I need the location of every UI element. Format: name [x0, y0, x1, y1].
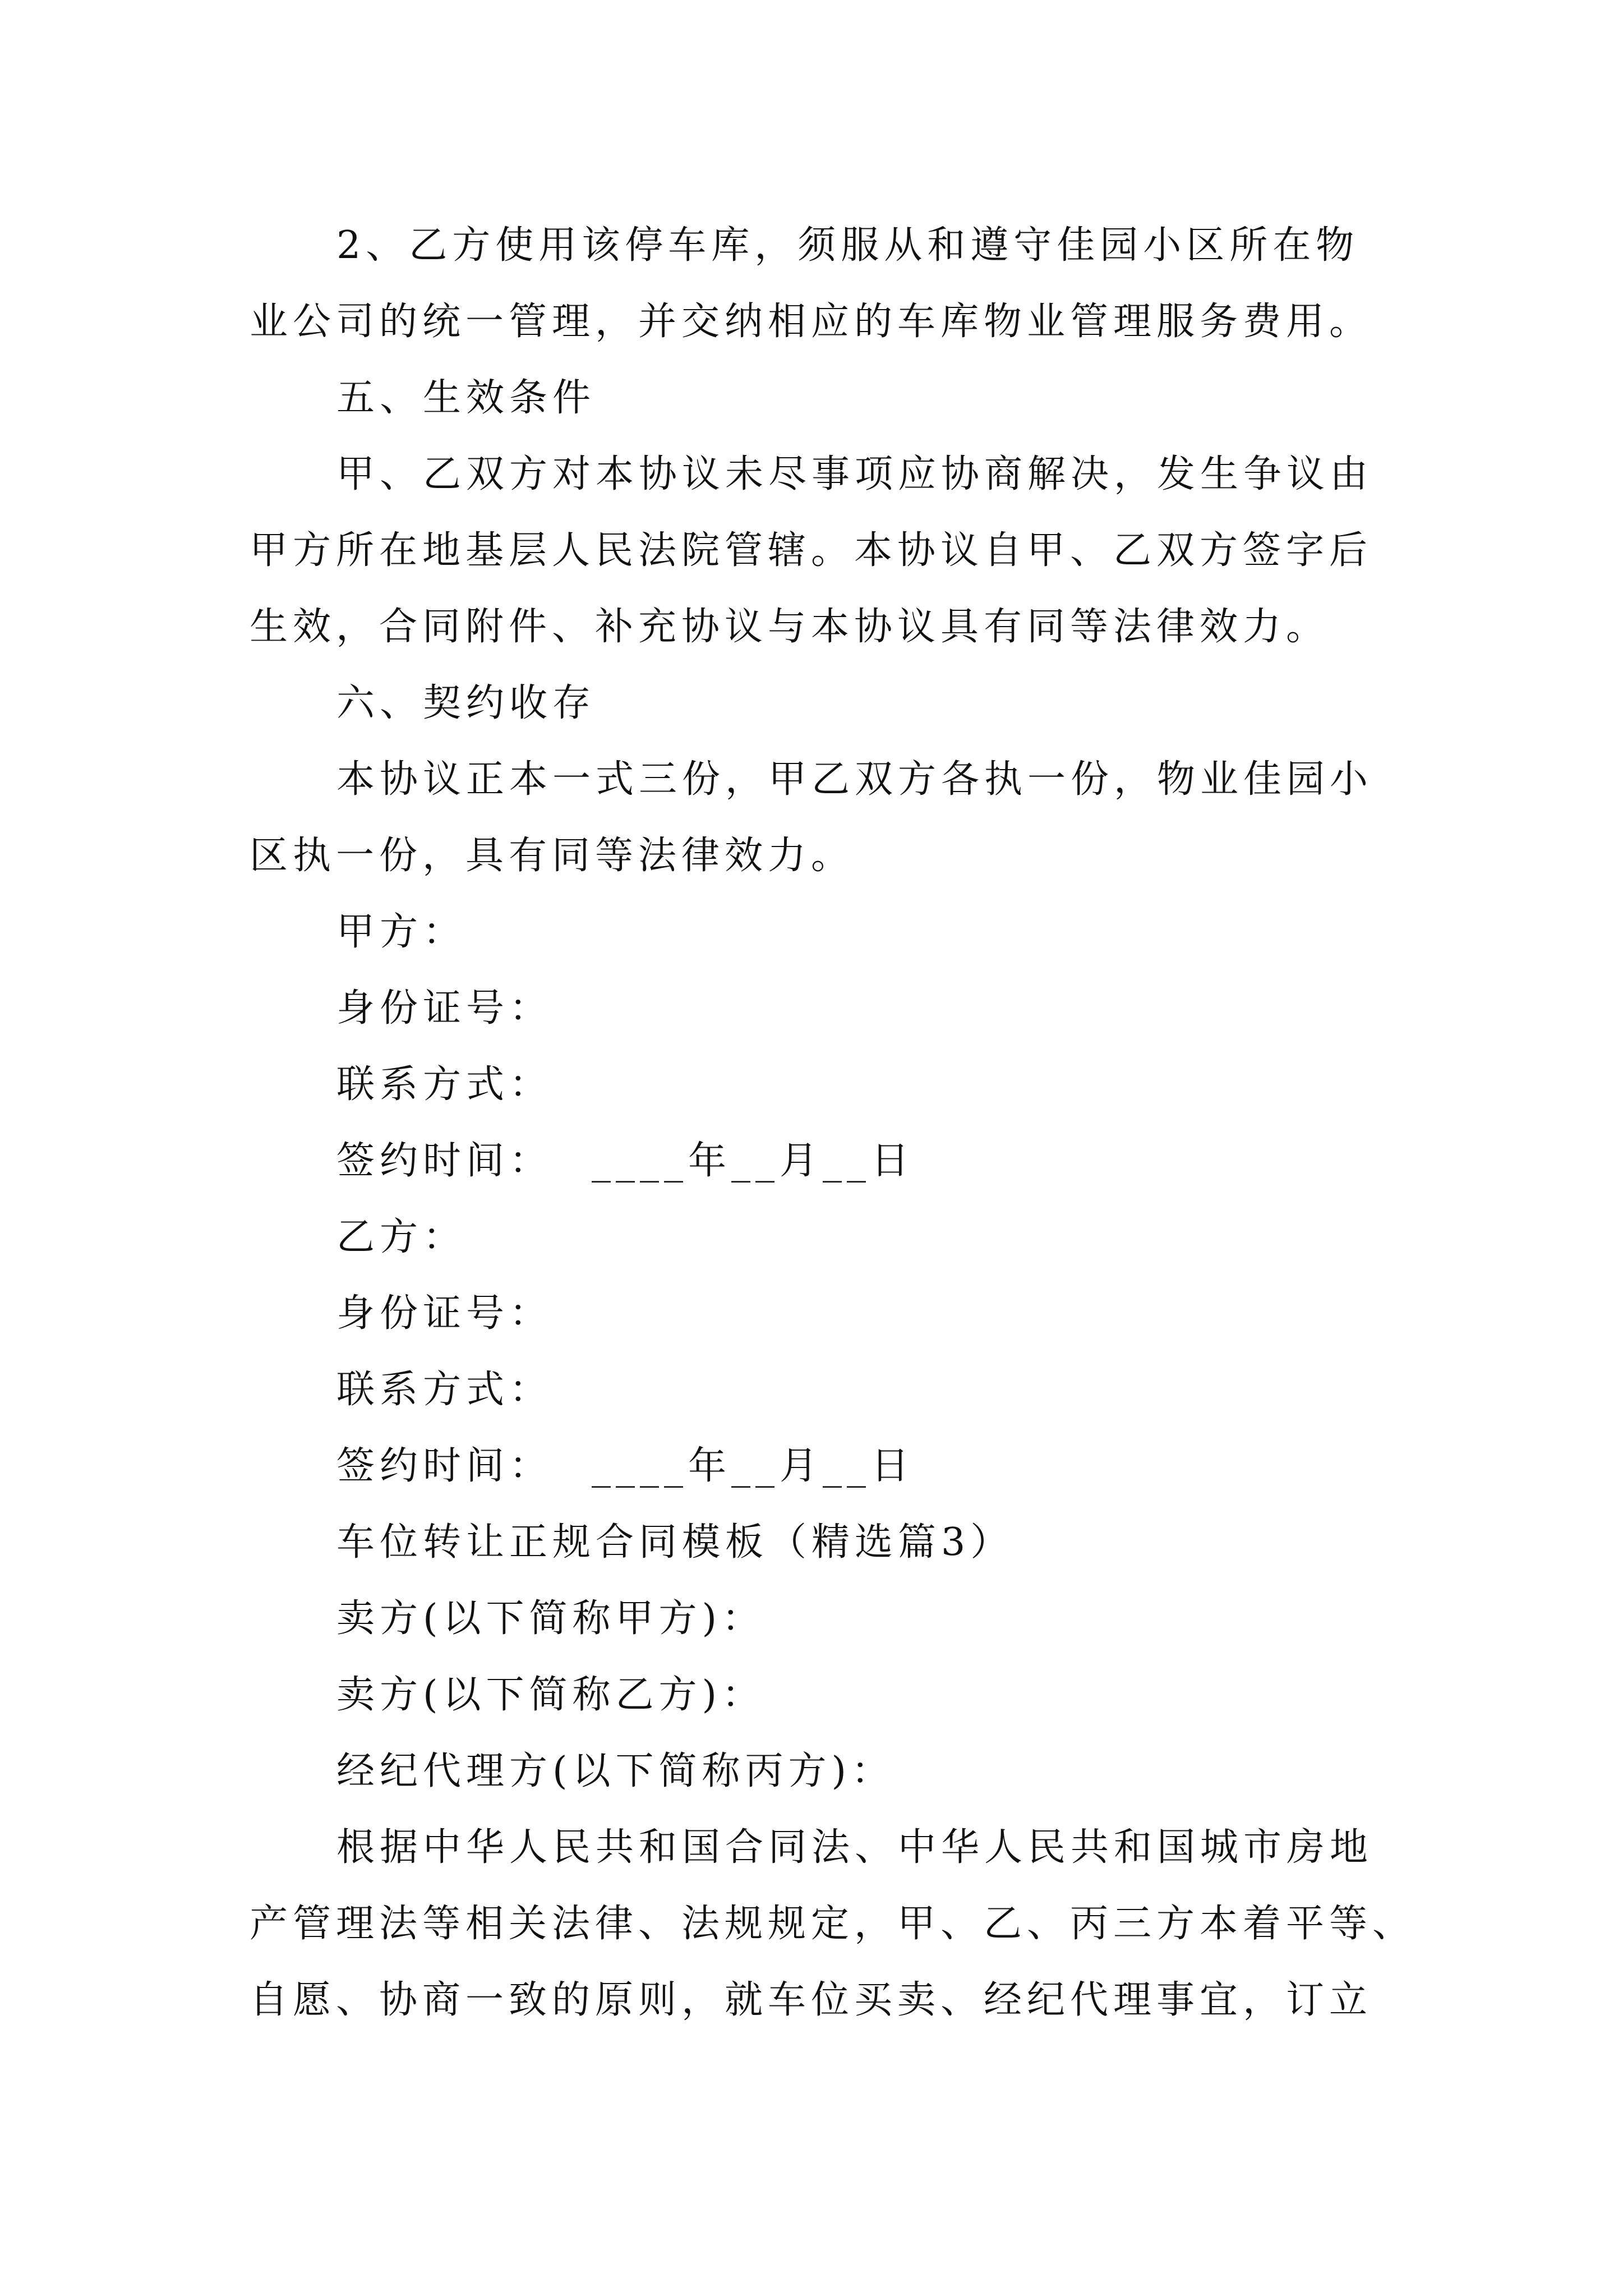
- paragraph-line: 生效，合同附件、补充协议与本协议具有同等法律效力。: [250, 605, 1330, 649]
- paragraph-line: 自愿、协商一致的原则，就车位买卖、经纪代理事宜，订立: [250, 1978, 1373, 2022]
- paragraph-line: 根据中华人民共和国合同法、中华人民共和国城市房地: [336, 1825, 1373, 1870]
- section-heading: 五、生效条件: [336, 376, 596, 420]
- signing-date-label: 签约时间：: [336, 1139, 553, 1183]
- paragraph-line: 甲、乙双方对本协议未尽事项应协商解决，发生争议由: [336, 452, 1373, 496]
- contact-label: 联系方式：: [336, 1368, 553, 1412]
- agent-label: 经纪代理方(以下简称丙方)：: [336, 1749, 895, 1793]
- seller-label: 卖方(以下简称甲方)：: [336, 1596, 766, 1641]
- paragraph-line: 区执一份，具有同等法律效力。: [250, 834, 855, 878]
- party-a-label: 甲方：: [336, 910, 467, 954]
- id-number-label: 身份证号：: [336, 1291, 553, 1336]
- document-body: [250, 208, 1416, 2039]
- party-b-label: 乙方：: [336, 1215, 467, 1259]
- paragraph-line: 产管理法等相关法律、法规规定，甲、乙、丙三方本着平等、: [250, 1902, 1416, 1946]
- paragraph-line: 业公司的统一管理，并交纳相应的车库物业管理服务费用。: [250, 300, 1373, 344]
- signing-date-line: [250, 1428, 1388, 1504]
- signing-date-blank: ____年__月__日: [592, 1139, 915, 1183]
- signing-date-blank: ____年__月__日: [592, 1444, 915, 1488]
- signing-date-line: [250, 1123, 1388, 1199]
- id-number-label: 身份证号：: [336, 986, 553, 1030]
- buyer-label: 卖方(以下简称乙方)：: [336, 1673, 766, 1717]
- paragraph-line: 本协议正本一式三份，甲乙双方各执一份，物业佳园小: [336, 757, 1373, 802]
- contract-title: 车位转让正规合同模板（精选篇3）: [336, 1520, 1014, 1565]
- contact-label: 联系方式：: [336, 1062, 553, 1107]
- paragraph-line: 甲方所在地基层人民法院管辖。本协议自甲、乙双方签字后: [250, 528, 1373, 573]
- paragraph-line: 2、乙方使用该停车库，须服从和遵守佳园小区所在物: [336, 223, 1359, 268]
- signing-date-label: 签约时间：: [336, 1444, 553, 1488]
- section-heading: 六、契约收存: [336, 681, 596, 725]
